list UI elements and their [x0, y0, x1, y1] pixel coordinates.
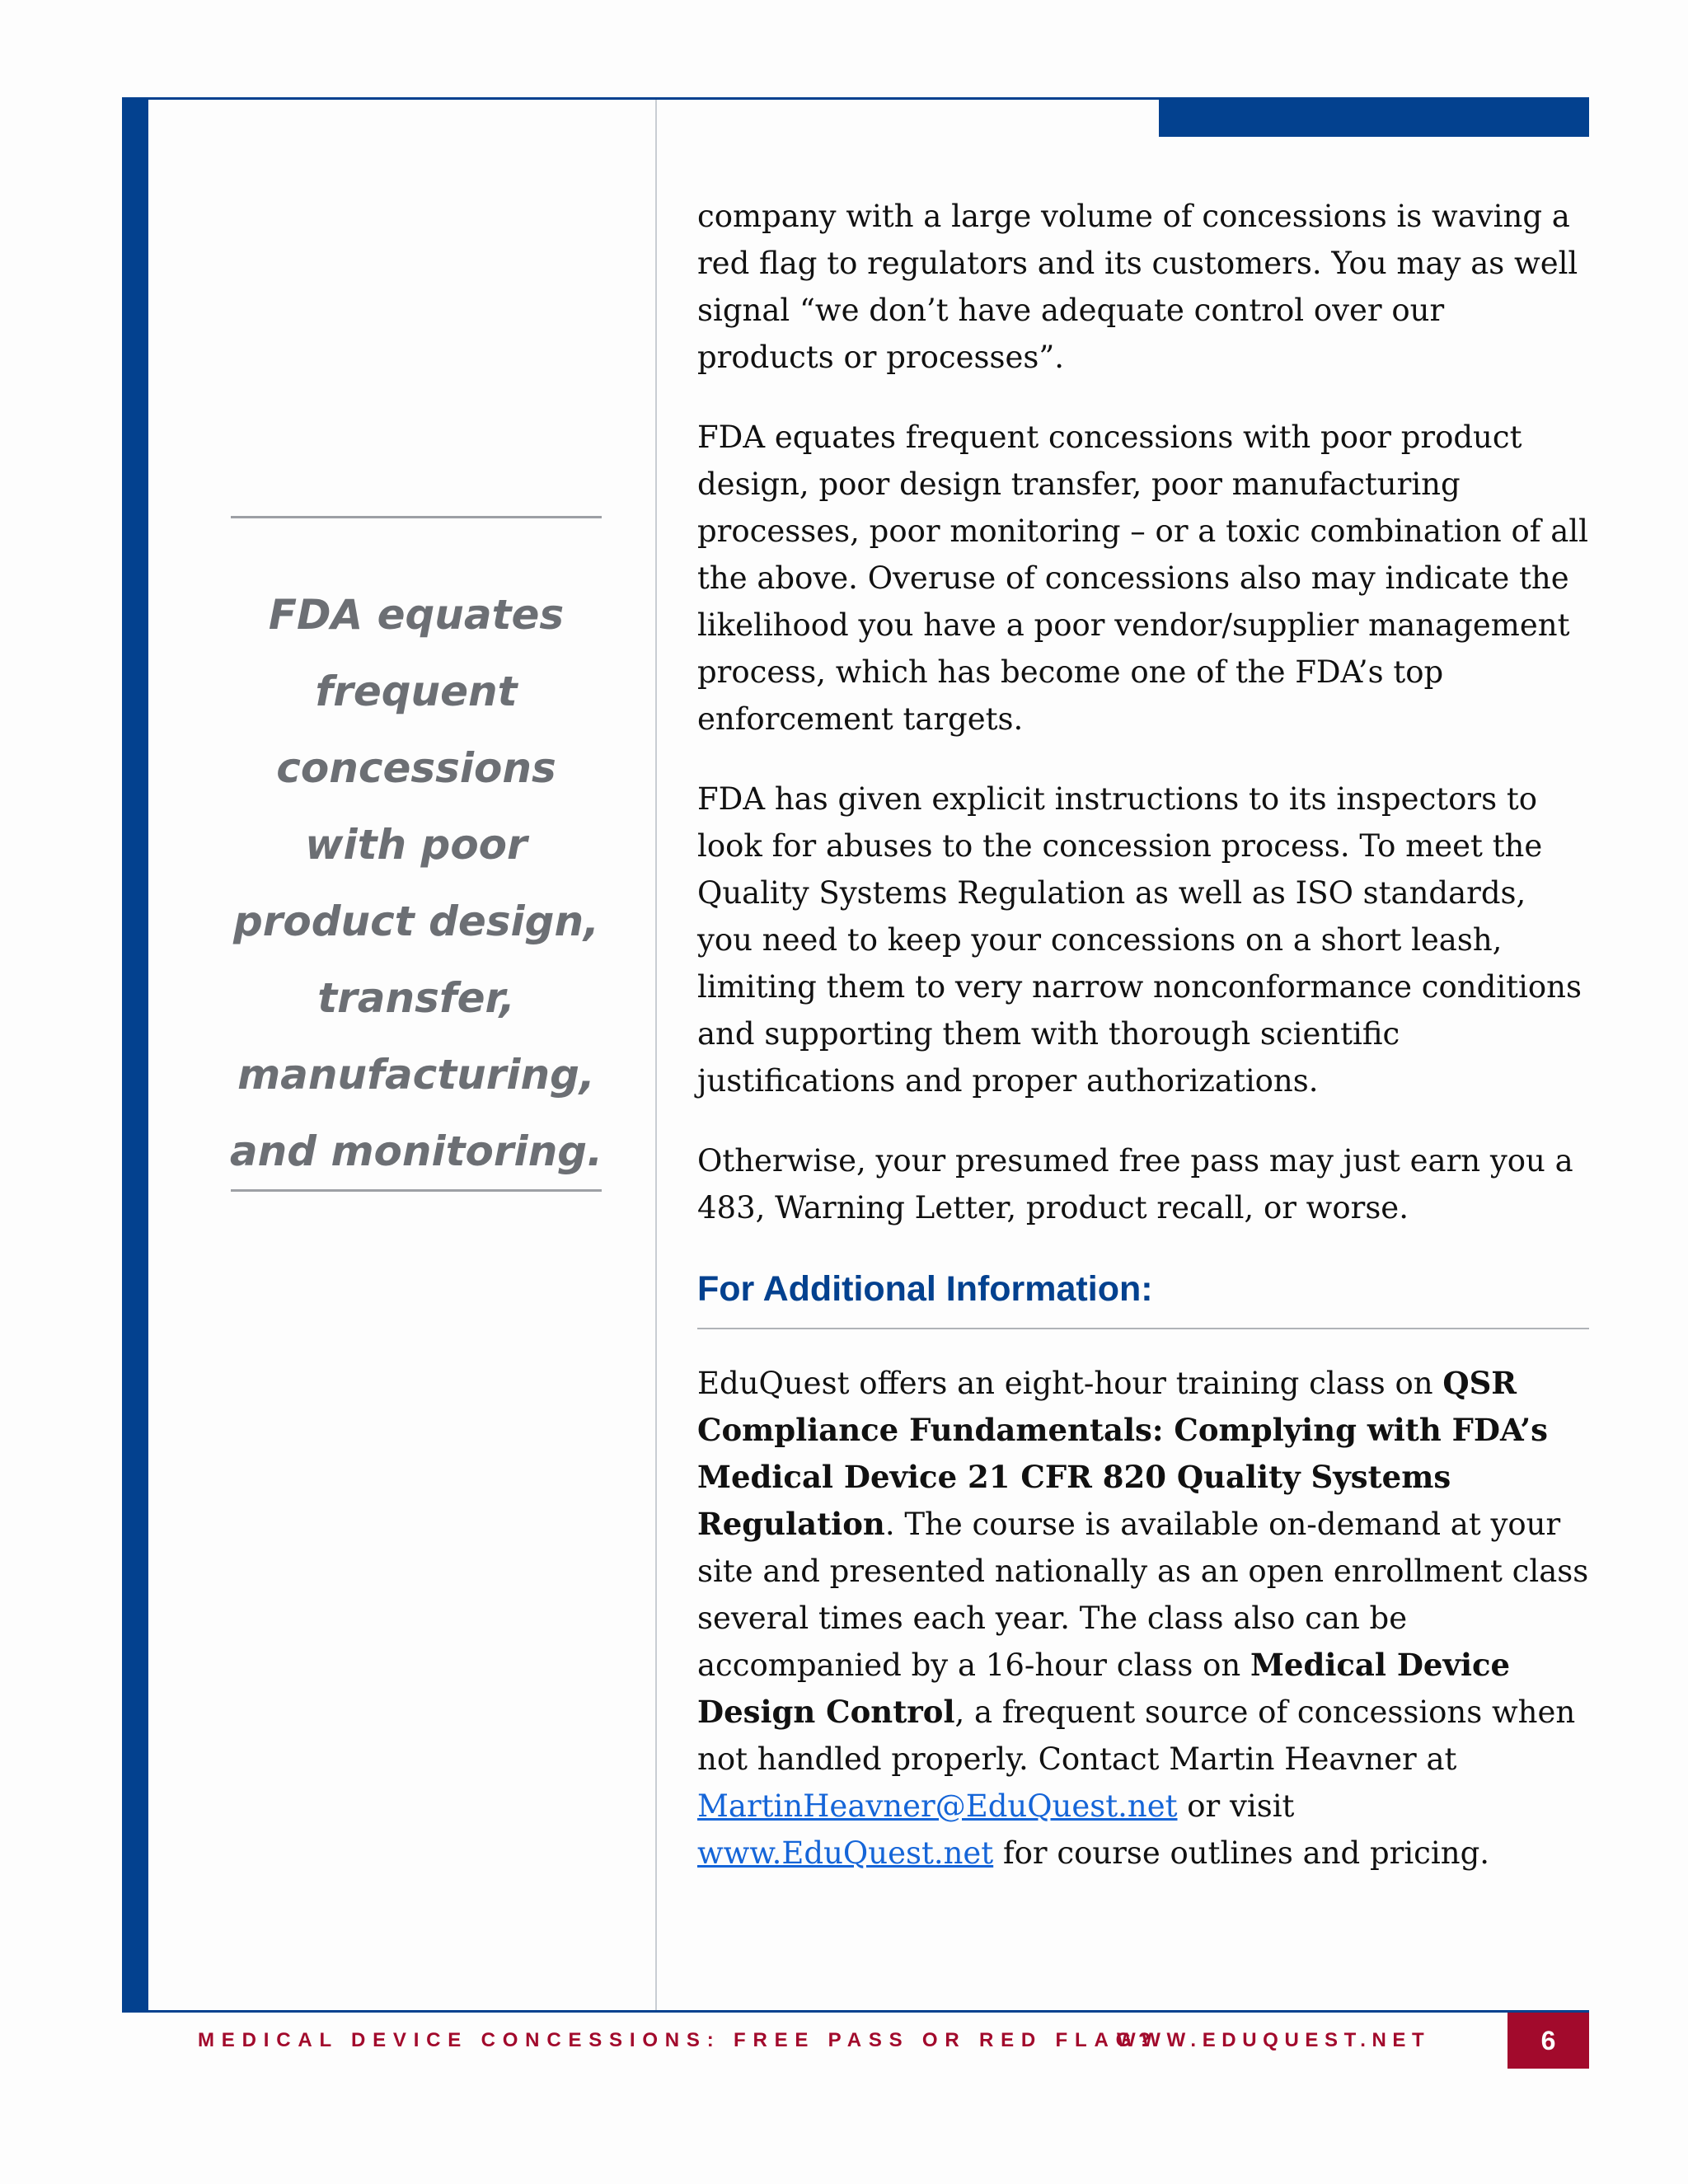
- course-title-qsr: QSR Compliance Fundamentals: Complying with FDA’s Medical Device 21 CFR 820 Quality Systems Regulation: [697, 1365, 1549, 1542]
- page-number-badge: 6: [1507, 2013, 1589, 2069]
- section-heading: For Additional Information:: [697, 1269, 1153, 1309]
- left-accent-bar: [122, 97, 148, 2013]
- pull-quote: FDA equates frequent concessions with poor product design, transfer, manufacturing, and monitoring.: [229, 591, 603, 1175]
- website-link[interactable]: www.EduQuest.net: [697, 1835, 994, 1871]
- body-paragraph: FDA equates frequent concessions with poor product design, poor design transfer, poor manufacturing processes, poor monitoring – or a toxic combination of all the above. Overuse of concessions also may indicate the likelihood you have a poor vendor/supplier management process, which has become one of the FDA’s top enforcement targets.: [697, 419, 1588, 737]
- course-title-design-control: Medical Device Design Control: [697, 1647, 1511, 1730]
- additional-info-paragraph: [697, 1360, 1596, 1877]
- pull-quote-bottom-rule: [231, 1189, 602, 1192]
- body-paragraph: Otherwise, your presumed free pass may just earn you a 483, Warning Letter, product recall, or worse.: [697, 1143, 1573, 1226]
- body-paragraph: company with a large volume of concessions is waving a red flag to regulators and its customers. You may as well signal “we don’t have adequate control over our products or processes”.: [697, 199, 1578, 375]
- column-divider: [655, 100, 657, 2012]
- info-text: . The course is available on-demand at your site and presented nationally as an open enrollment class several times each year. The class also can be accompanied by a 16-hour class on: [697, 1507, 1589, 1683]
- info-text: , a frequent source of concessions when not handled properly. Contact Martin Heavner at: [697, 1694, 1576, 1777]
- footer-url: WWW.EDUQUEST.NET: [1117, 2029, 1431, 2051]
- footer-title: MEDICAL DEVICE CONCESSIONS: FREE PASS OR RED FLAG?: [198, 2029, 1158, 2051]
- info-text: or visit: [1177, 1788, 1295, 1824]
- body-paragraph: FDA has given explicit instructions to its inspectors to look for abuses to the concession process. To meet the Quality Systems Regulation as well as ISO standards, you need to keep your concessions on a short leash, limiting them to very narrow nonconformance conditions and supporting them with thorough scientific justifications and proper authorizations.: [697, 781, 1582, 1099]
- main-article: [697, 193, 1589, 1231]
- info-text: for course outlines and pricing.: [993, 1835, 1490, 1871]
- bottom-rule: [122, 2010, 1589, 2013]
- top-accent-block: [1159, 97, 1589, 137]
- section-heading-rule: [697, 1328, 1589, 1329]
- pull-quote-top-rule: [231, 516, 602, 518]
- email-link[interactable]: MartinHeavner@EduQuest.net: [697, 1788, 1178, 1824]
- info-text: EduQuest offers an eight-hour training class on: [697, 1366, 1443, 1401]
